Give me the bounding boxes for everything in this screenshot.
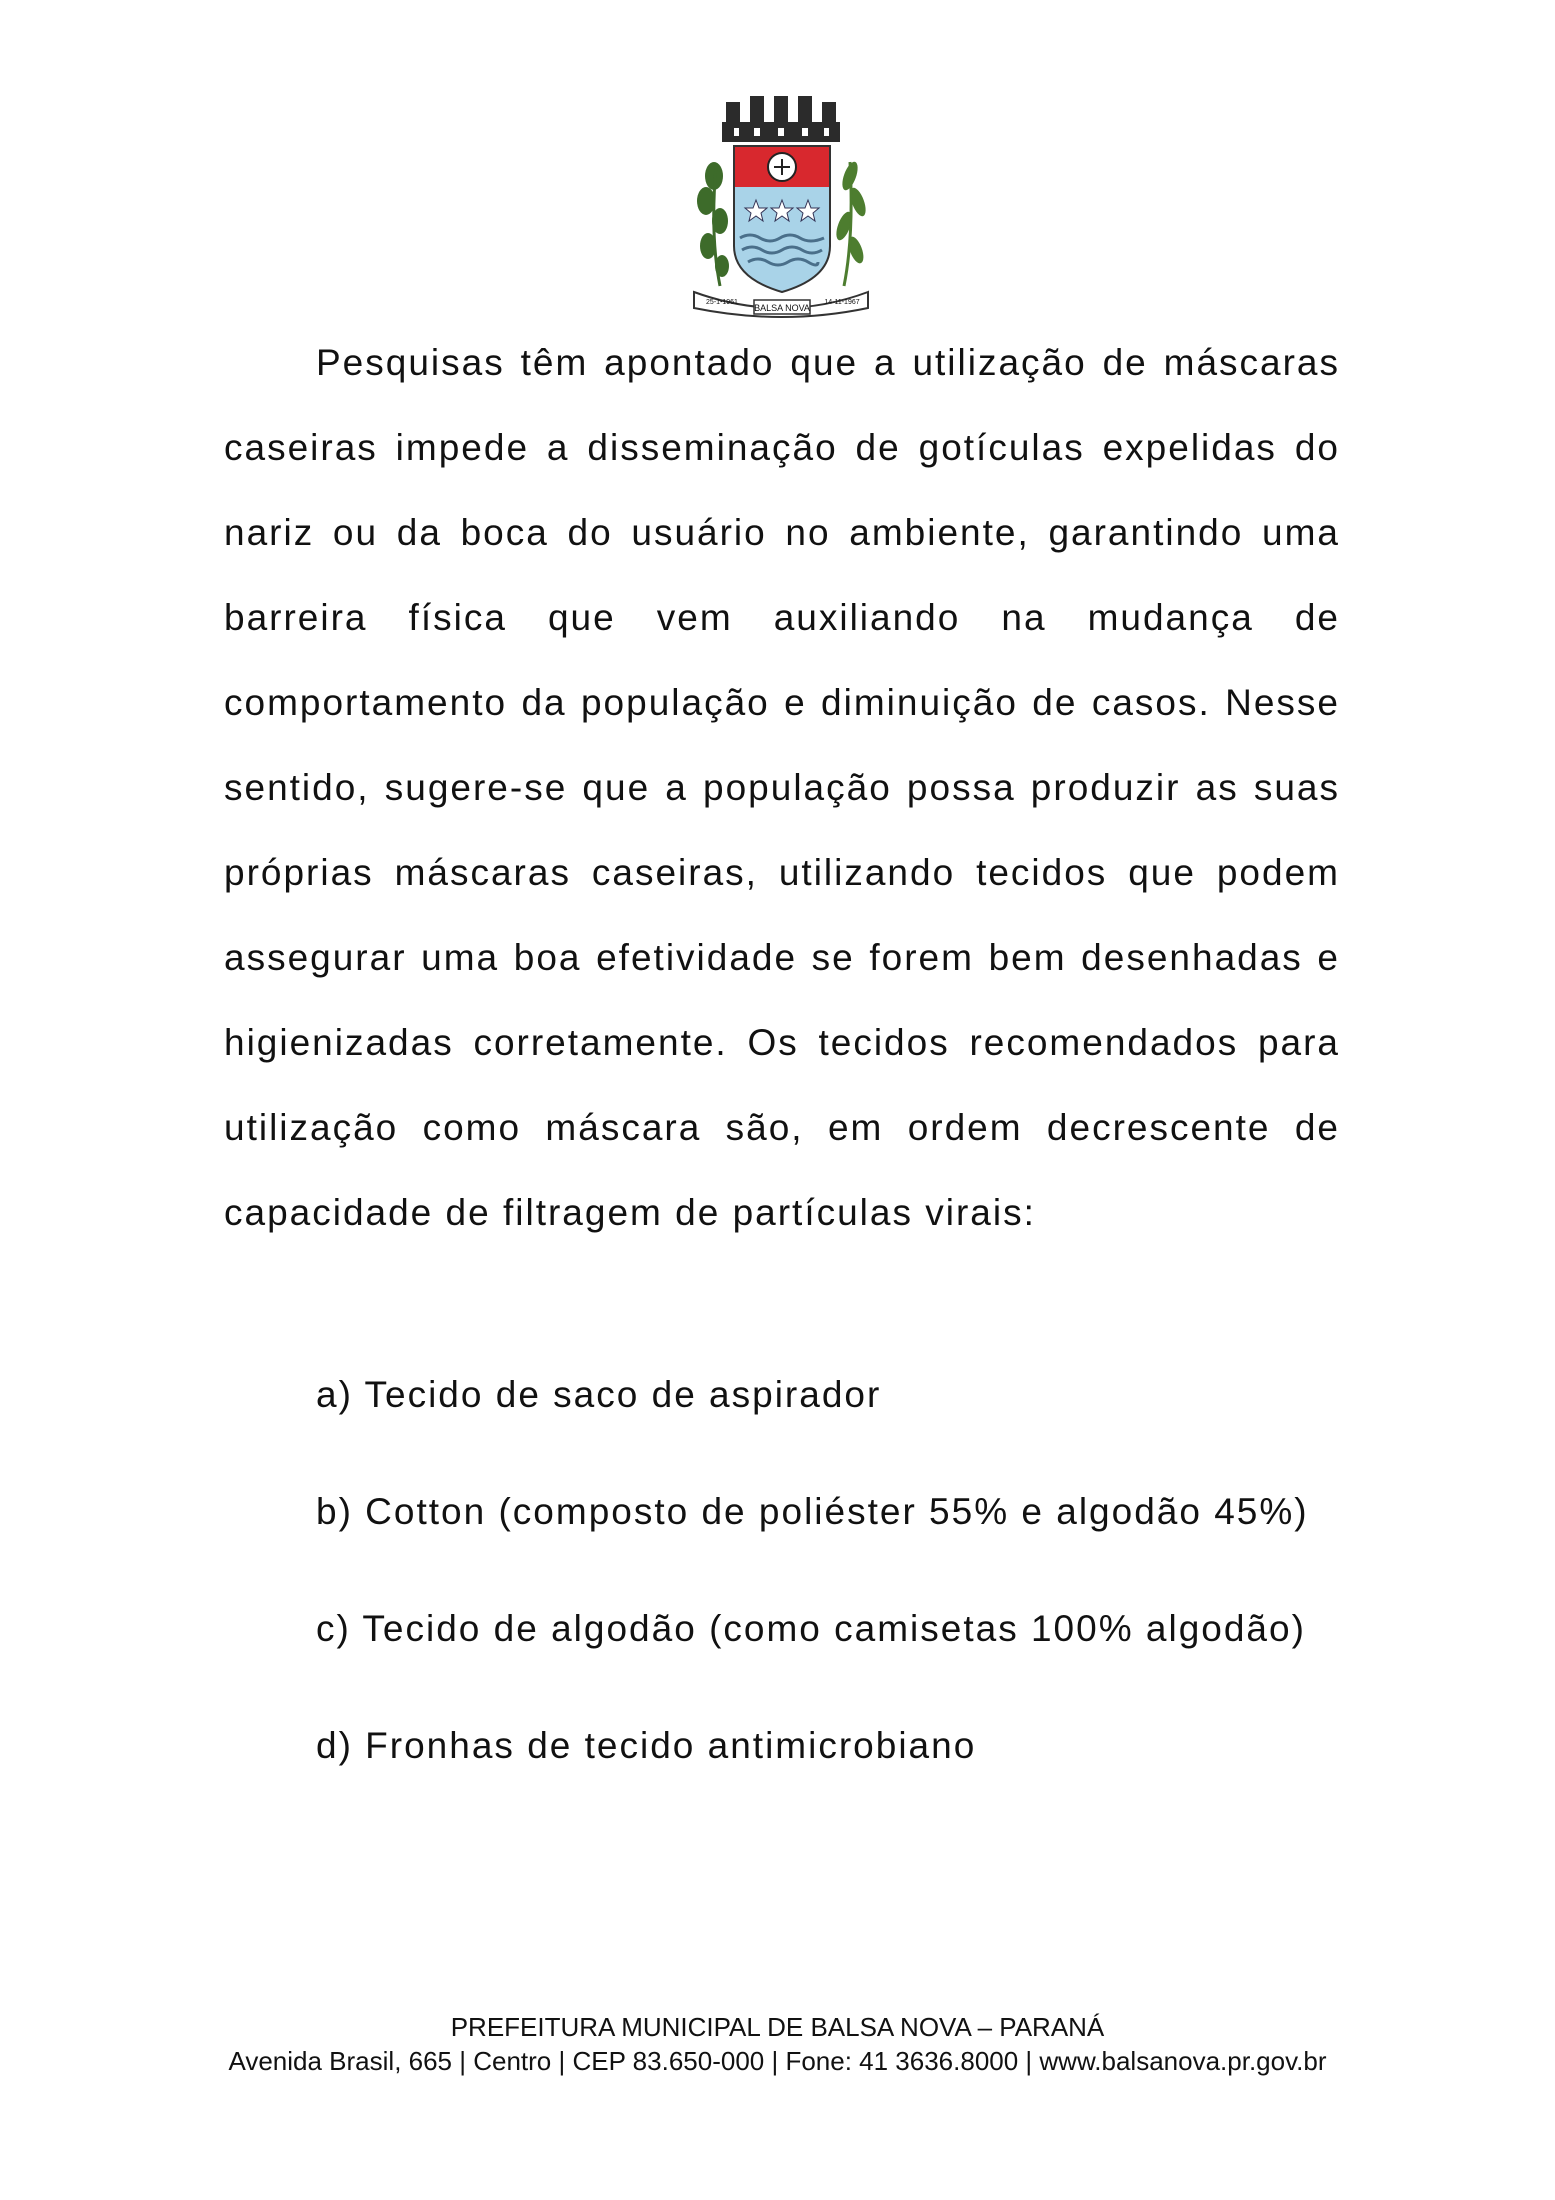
list-item: a) Tecido de saco de aspirador [316,1374,882,1415]
footer-address: Avenida Brasil, 665 | Centro | CEP 83.650-000 | Fone: 41 3636.8000 | www.balsanova.pr.gov.br [228,2046,1327,2076]
list-item: c) Tecido de algodão (como camisetas 100% algodão) [316,1608,1306,1649]
body-paragraph: Pesquisas têm apontado que a utilização de máscaras caseiras impede a disseminação de gotículas expelidas do nariz ou da boca do usuário no ambiente, garantindo uma barreira física que vem auxiliando na mudança de comportamento da população e diminuição de casos. Nesse sentido, sugere-se que a população possa produzir as suas próprias máscaras caseiras, utilizando tecidos que podem assegurar uma boa efetividade se forem bem desenhadas e higienizadas corretamente. Os tecidos recomendados para utilização como máscara são, em ordem decrescente de capacidade de filtragem de partículas virais: [224,342,1340,1233]
footer-org-name: PREFEITURA MUNICIPAL DE BALSA NOVA – PARANÁ [450,2012,1105,2042]
municipal-coat-of-arms [684,96,878,326]
crest-right-date: 14-11-1967 [824,299,860,306]
crest-left-date: 25-1-1961 [706,299,738,306]
list-item: d) Fronhas de tecido antimicrobiano [316,1725,977,1766]
fabric-list [316,1352,1309,1820]
crest-banner-text: BALSA NOVA [754,303,810,313]
list-item: b) Cotton (composto de poliéster 55% e algodão 45%) [316,1491,1309,1532]
